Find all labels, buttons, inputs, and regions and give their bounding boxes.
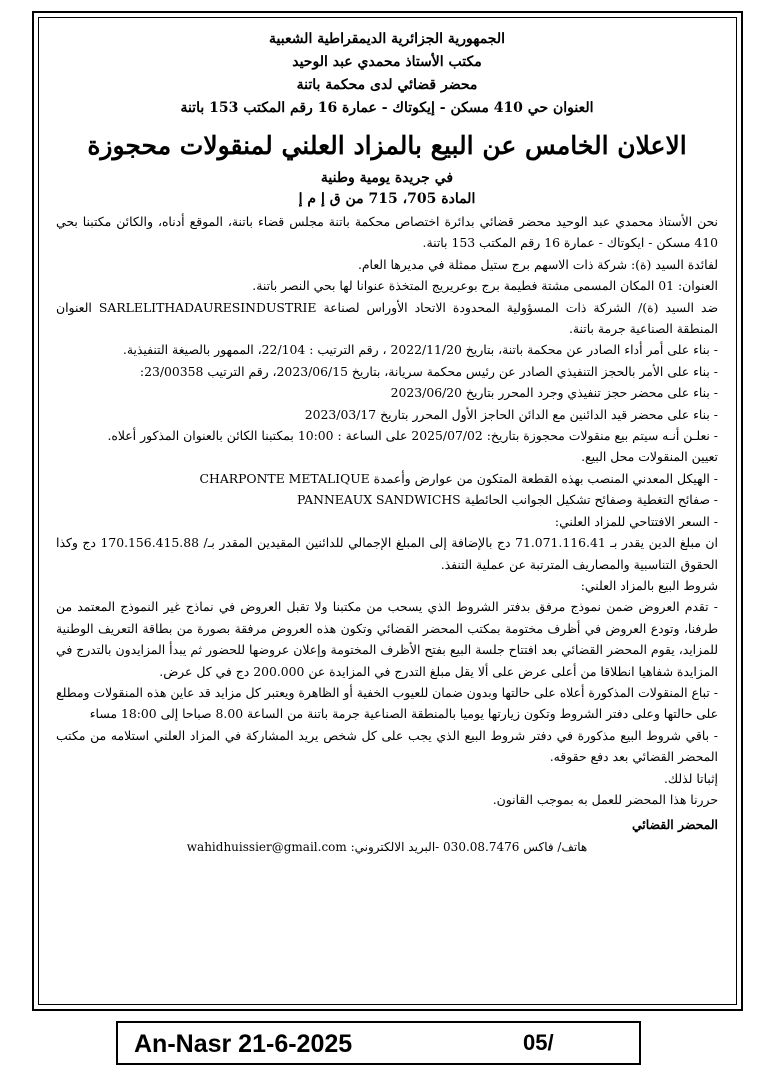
paragraph-item-structure: - الهيكل المعدني المنصب بهذه القطعة المتكون من عوارض وأعمدة CHARPONTE METALIQUE (199, 470, 718, 486)
footer-page-number: 05/ (523, 1030, 554, 1055)
paragraph-items-heading: تعيين المنقولات محل البيع. (581, 449, 718, 465)
paragraph-beneficiary: لفائدة السيد (ة): شركة ذات الاسهم برج ستيل ممثلة في مديرها العام. (357, 256, 718, 272)
paragraph-attestation: إثباتا لذلك. (663, 770, 718, 786)
notice-body (56, 211, 718, 810)
paragraph-condition-as-is: - تباع المنقولات المذكورة أعلاه على حالتها وبدون ضمان للعيوب الخفية أو الظاهرة ويعتبر كل مزايد قد عاين هذه المنقولات ومطلع على حالتها وعلى دفتر الشروط وتكون زيارتها يوميا بالمنطقة الصناعية جرمة باتنة من الساعة 8.00 صباحا إلى 18:00 مساء (56, 684, 718, 722)
paragraph-seizure-report: - بناء على محضر حجز تنفيذي وجرد المحرر بتاريخ 2023/06/20 (390, 385, 718, 401)
paragraph-closing: حررنا هذا المحضر للعمل به بموجب القانون. (492, 791, 718, 807)
footer-date: An-Nasr 21-6-2025 (134, 1030, 353, 1058)
signature-title: المحضر القضائي (631, 817, 718, 833)
paragraph-debtor: ضد السيد (ة)/ الشركة ذات المسؤولية المحدودة الاتحاد الأوراس لصناعة SARLELITHADAURESINDUSTRIE العنوان المنطقة الصناعية جرمة باتنة. (56, 299, 718, 337)
header-country: الجمهورية الجزائرية الديمقراطية الشعبية (268, 31, 505, 47)
paragraph-condition-other: - باقي شروط البيع مذكورة في دفتر شروط البيع الذي يجب على كل شخص يريد المشاركة في المزاد العلني استلامه من مكتب المحضر القضائي بعد دفع حقوقه. (56, 727, 718, 765)
paragraph-debt-amount: ان مبلغ الدين يقدر بـ 71.071.116.41 دج بالإضافة إلى المبلغ الإجمالي للدائنين المقيدين المقدر بـ/ 170.156.415.88 دج وكذا الحقوق التناسبية والمصاريف المترتبة عن عملية التنفذ. (56, 535, 718, 572)
paragraph-intro: نحن الأستاذ محمدي عبد الوحيد محضر قضائي بدائرة اختصاص محكمة باتنة مجلس قضاء باتنة، الموقع أدناه، والكائن مكتبنا بحي 410 مسكن - ايكوتاك - عمارة 16 رقم المكتب 153 باتنة. (56, 214, 718, 251)
notice-subtitle-articles: المادة 705، 715 من ق إ م إ (298, 191, 476, 207)
paragraph-conditions-heading: شروط البيع بالمزاد العلني: (580, 577, 718, 593)
paragraph-item-panels: - صفائح التغطية وصفائح تشكيل الجوانب الحائطية PANNEAUX SANDWICHS (296, 492, 718, 508)
footer-box (116, 1021, 641, 1065)
paragraph-condition-offers: - تقدم العروض ضمن نموذج مرفق بدفتر الشروط الذي يسحب من مكتبنا ولا تقبل العروض في نماذج غير النموذج المعتمد من طرفنا، وتودع العروض في أظرف مختومة بمكتب المحضر القضائي وتكون هذه العروض مرفقة بصورة من بطاقة التعريف الوطنية للمزايد، يقوم المحضر القضائي بعد افتتاح جلسة البيع بفتح الأظرف المختومة وإعلان عروضها للحضور ثم يبدأ المزايدون بالتدرج في المزايدة شفاهيا انطلاقا من أعلى عرض على ألا يقل مبلغ التدرج في المزايدة عن 200.000 دج في كل عرض. (56, 599, 718, 679)
paragraph-payment-order: - بناء على أمر أداء الصادر عن محكمة باتنة، بتاريخ 2022/11/20 ، رقم الترتيب : 22/104، الممهور بالصيغة التنفيذية. (122, 342, 718, 358)
paragraph-seizure-order: - بناء على الأمر بالحجز التنفيذي الصادر عن رئيس محكمة سريانة، بتاريخ 2023/06/15، رقم الترتيب 23/00358: (139, 363, 718, 379)
paragraph-opening-price-heading: - السعر الافتتاحي للمزاد العلني: (554, 513, 718, 529)
paragraph-beneficiary-address: العنوان: 01 المكان المسمى مشتة فطيمة برج بوعريريج المتخذة عنوانا لها بحي النصر باتنة. (252, 278, 718, 294)
paragraph-sale-date: - نعلـن أنـه سيتم بيع منقولات محجوزة بتاريخ: 2025/07/02 على الساعة : 10:00 بمكتبنا الكائن بالعنوان المذكور أعلاه. (107, 428, 718, 444)
header-office: مكتب الأستاذ محمدي عبد الوحيد (292, 54, 482, 70)
notice-content (56, 28, 718, 857)
notice-subtitle-newspaper: في جريدة يومية وطنية (320, 170, 454, 186)
header-address: العنوان حي 410 مسكن - إيكوتاك - عمارة 16 رقم المكتب 153 باتنة (180, 100, 594, 116)
paragraph-creditors-report: - بناء على محضر قيد الدائنين مع الدائن الحاجز الأول المحرر بتاريخ 2023/03/17 (304, 406, 718, 422)
notice-title: الاعلان الخامس عن البيع بالمزاد العلني لمنقولات محجوزة (87, 131, 687, 160)
contact-line: هاتف/ فاكس 030.08.7476 -البريد الالكتروني: wahidhuissier@gmail.com (186, 840, 588, 855)
header-role: محضر قضائي لدى محكمة باتنة (296, 77, 478, 93)
